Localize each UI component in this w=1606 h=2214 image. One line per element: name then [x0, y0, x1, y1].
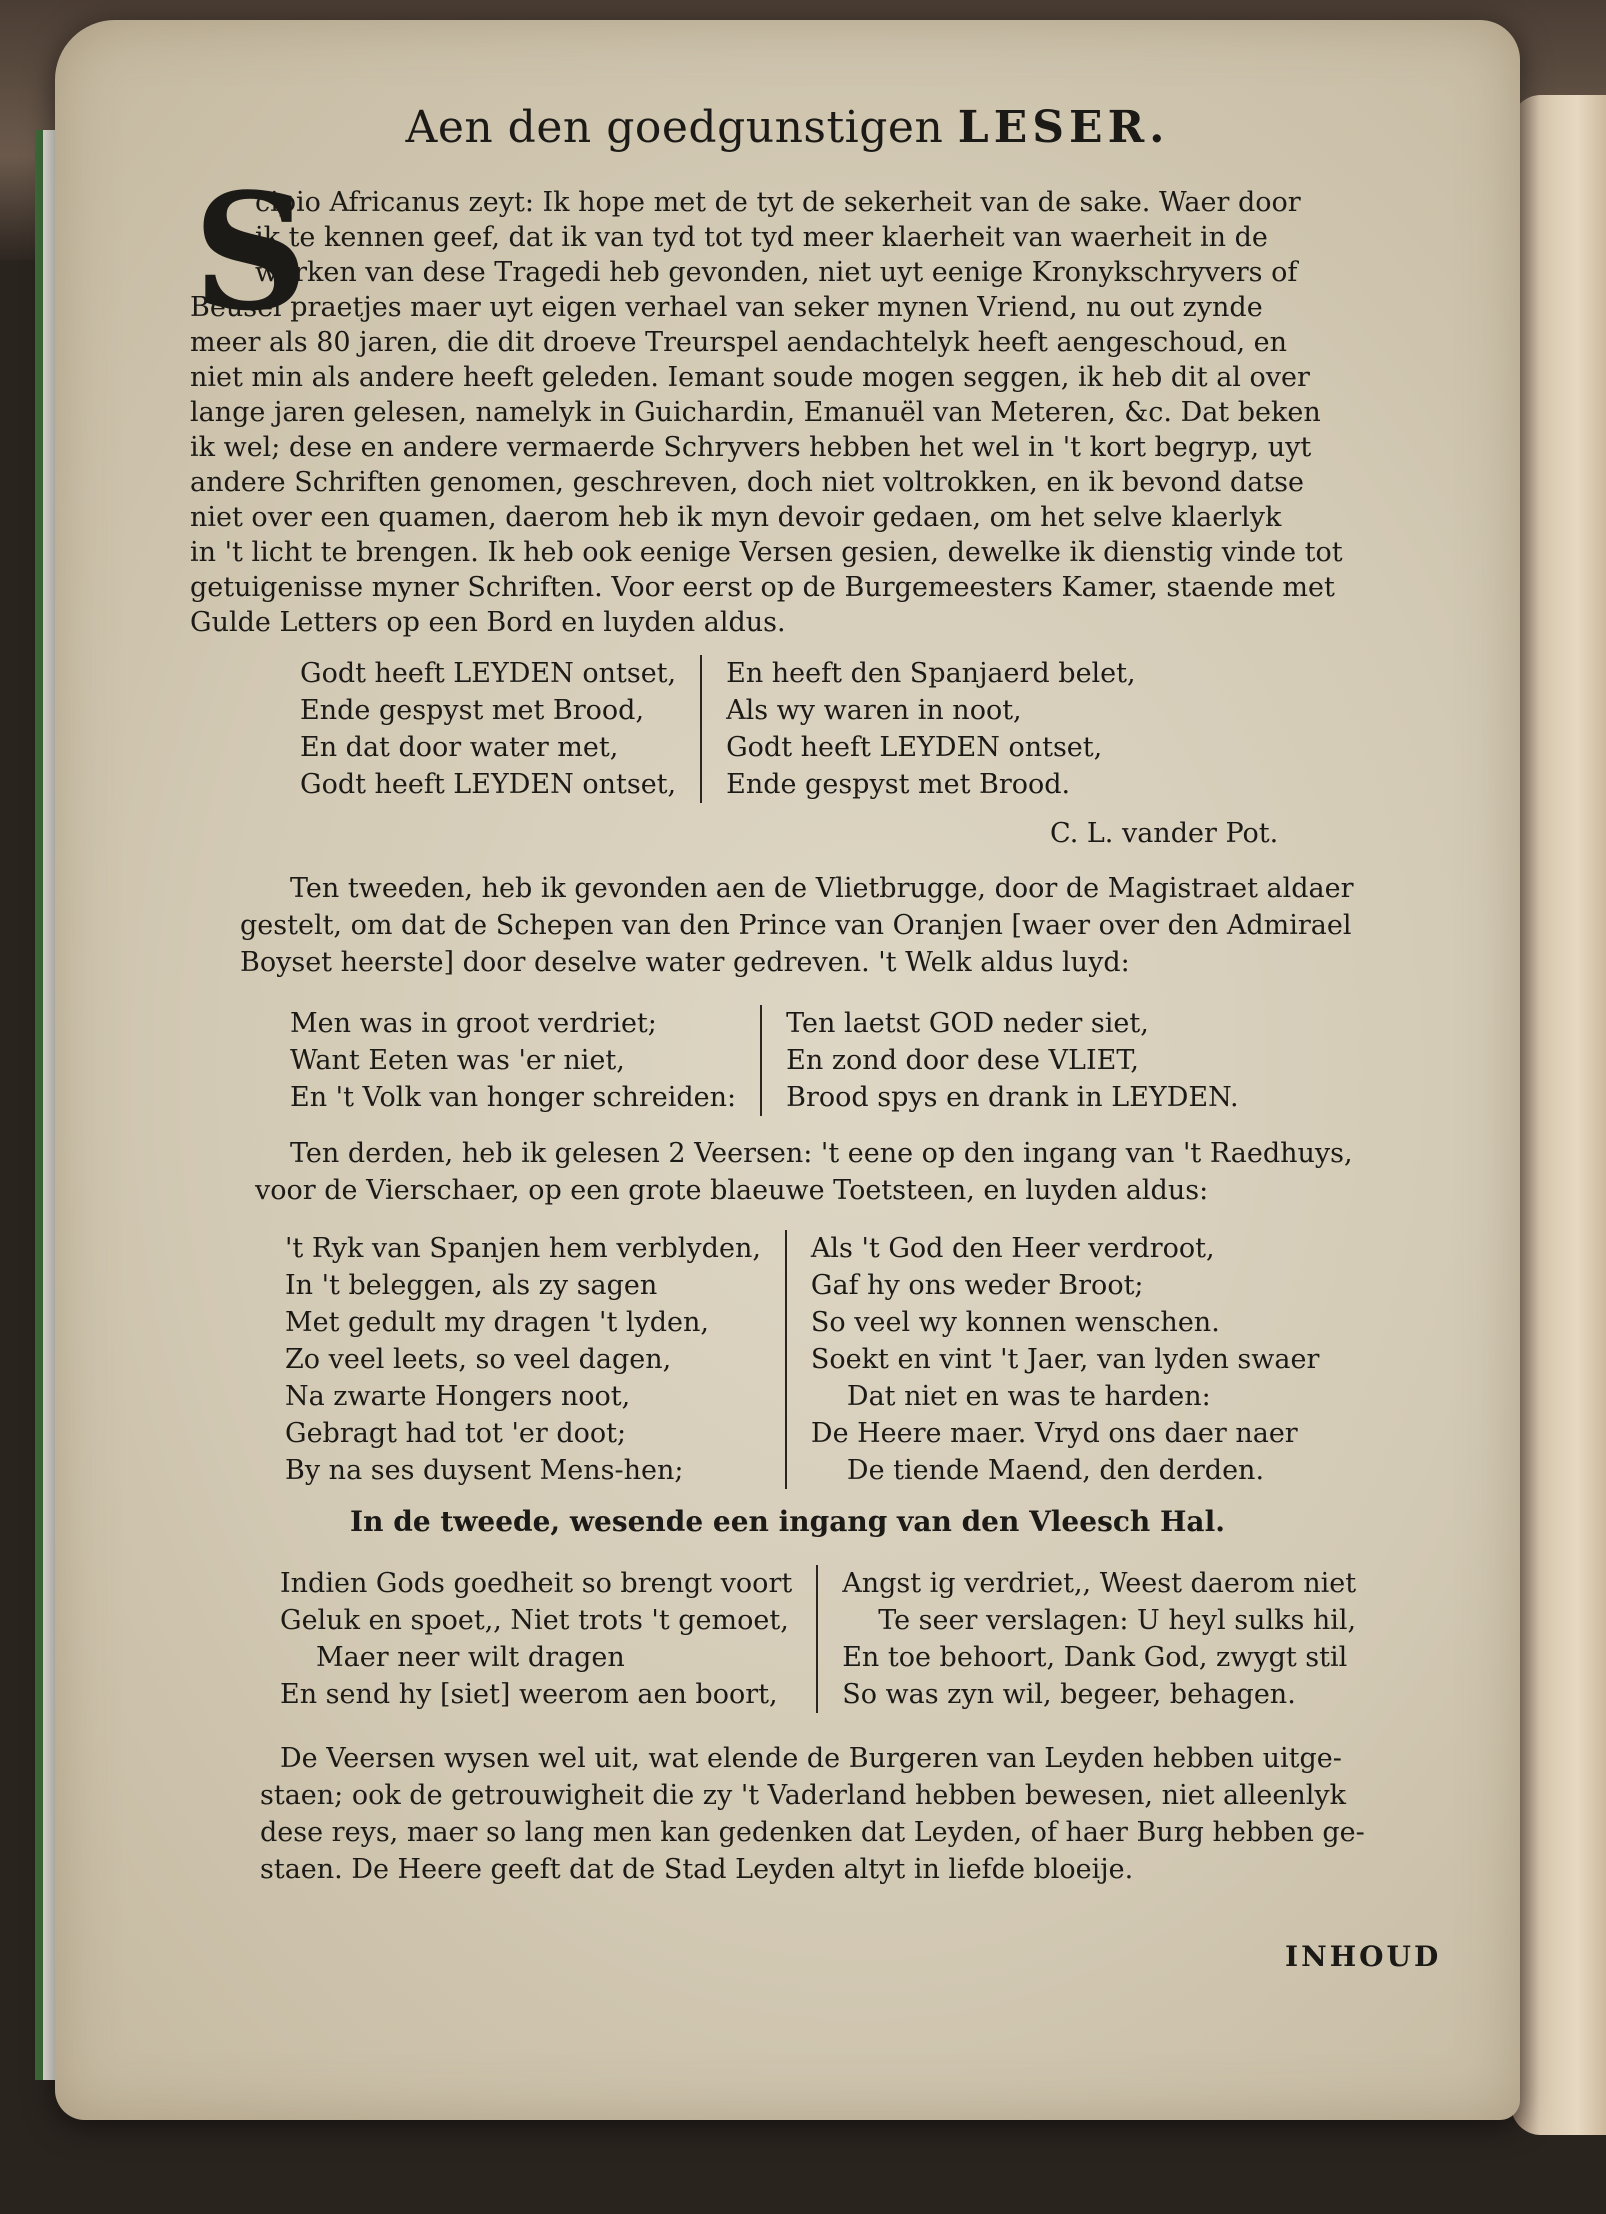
verse-divider: [816, 1565, 818, 1713]
section-heading: In de tweede, wesende een ingang van den Vleesch Hal.: [350, 1505, 1225, 1538]
verse-line: En zond door dese VLIET,: [786, 1045, 1139, 1076]
verse-divider: [700, 655, 702, 803]
verse-line: Godt heeft LEYDEN ontset,: [300, 769, 677, 800]
verse-divider: [760, 1005, 762, 1116]
verse-block-2: [290, 1005, 1239, 1116]
verse-line: En dat door water met,: [300, 732, 619, 763]
verse-line: Indien Gods goedheit so brengt voort: [280, 1568, 793, 1599]
verse-line: Met gedult my dragen 't lyden,: [285, 1307, 709, 1338]
paragraph-line: staen. De Heere geeft dat de Stad Leyden altyt in liefde bloeije.: [260, 1854, 1134, 1885]
verse-line: Te seer verslagen: U heyl sulks hil,: [878, 1605, 1357, 1636]
verse-column-left: [280, 1565, 792, 1713]
heading-text: Aen den goedgunstigen: [405, 102, 958, 153]
paragraph-line: voor de Vierschaer, op een grote blaeuwe Toetsteen, en luyden aldus:: [255, 1175, 1209, 1206]
paragraph-line: dese reys, maer so lang men kan gedenken dat Leyden, of haer Burg hebben ge-: [260, 1817, 1365, 1848]
verse-line: 't Ryk van Spanjen hem verblyden,: [285, 1233, 761, 1264]
verse-line: Ende gespyst met Brood.: [726, 769, 1071, 800]
verse-block-4: [280, 1565, 1356, 1713]
verse-line: Angst ig verdriet,, Weest daerom niet: [842, 1568, 1357, 1599]
intro-line: andere Schriften genomen, geschreven, doch niet voltrokken, en ik bevond datse: [190, 467, 1305, 498]
verse-line: Godt heeft LEYDEN ontset,: [726, 732, 1103, 763]
verse-line: Dat niet en was te harden:: [846, 1381, 1211, 1412]
verse-line: So veel wy konnen wenschen.: [810, 1307, 1220, 1338]
intro-line: getuigenisse myner Schriften. Voor eerst op de Burgemeesters Kamer, staende met: [190, 572, 1335, 603]
paragraph-line: Ten derden, heb ik gelesen 2 Veersen: 't eene op den ingang van 't Raedhuys,: [290, 1138, 1353, 1169]
paragraph-2: [240, 870, 1354, 981]
paragraph-3: [255, 1135, 1353, 1209]
verse-line: Als 't God den Heer verdroot,: [810, 1233, 1215, 1264]
verse-line: Soekt en vint 't Jaer, van lyden swaer: [810, 1344, 1320, 1375]
paragraph-line: Ten tweeden, heb ik gevonden aen de Vlietbrugge, door de Magistraet aldaer: [290, 873, 1354, 904]
verse-line: Ten laetst GOD neder siet,: [786, 1008, 1149, 1039]
intro-line: ik wel; dese en andere vermaerde Schryvers hebben het wel in 't kort begryp, uyt: [190, 432, 1312, 463]
verse-column-right: [811, 1230, 1319, 1489]
paragraph-line: staen; ook de getrouwigheit die zy 't Vaderland hebben bewesen, niet alleenlyk: [260, 1780, 1346, 1811]
verse-line: Na zwarte Hongers noot,: [285, 1381, 631, 1412]
heading-caps: LESER.: [957, 102, 1170, 153]
verse-line: Men was in groot verdriet;: [290, 1008, 657, 1039]
intro-paragraph: [190, 158, 1495, 640]
intro-line: Gulde Letters op een Bord en luyden aldus.: [190, 607, 786, 638]
page-heading: [55, 102, 1520, 153]
intro-line: werken van dese Tragedi heb gevonden, niet uyt eenige Kronykschryvers of: [255, 257, 1298, 288]
paragraph-line: De Veersen wysen wel uit, wat elende de Burgeren van Leyden hebben uitge-: [280, 1743, 1342, 1774]
intro-line: niet min als andere heeft geleden. Iemant soude mogen seggen, ik heb dit al over: [190, 362, 1310, 393]
verse-line: Als wy waren in noot,: [726, 695, 1022, 726]
verse-line: Gaf hy ons weder Broot;: [810, 1270, 1144, 1301]
closing-paragraph: [260, 1740, 1365, 1888]
verse-line: Want Eeten was 'er niet,: [290, 1045, 625, 1076]
intro-line: ik te kennen geef, dat ik van tyd tot tyd meer klaerheit van waerheit in de: [255, 222, 1268, 253]
verse-column-left: [285, 1230, 761, 1489]
verse-block-1: [300, 655, 1136, 803]
verse-line: Zo veel leets, so veel dagen,: [285, 1344, 672, 1375]
verse-line: De tiende Maend, den derden.: [846, 1455, 1265, 1486]
verse-line: De Heere maer. Vryd ons daer naer: [810, 1418, 1298, 1449]
paragraph-line: gestelt, om dat de Schepen van den Prince van Oranjen [waer over den Admirael: [240, 910, 1352, 941]
verse-block-3: [285, 1230, 1319, 1489]
verse-line: En send hy [siet] weerom aen boort,: [280, 1679, 778, 1710]
verse-column-right: [726, 655, 1135, 803]
verse-line: Geluk en spoet,, Niet trots 't gemoet,: [280, 1605, 789, 1636]
intro-line: cipio Africanus zeyt: Ik hope met de tyt de sekerheit van de sake. Waer door: [255, 187, 1301, 218]
right-page-edge: [1511, 95, 1606, 2135]
verse-column-left: [300, 655, 676, 803]
verse-column-right: [842, 1565, 1356, 1713]
drop-cap: S: [193, 158, 309, 346]
verse-column-left: [290, 1005, 736, 1116]
intro-line: niet over een quamen, daerom heb ik myn devoir gedaen, om het selve klaerlyk: [190, 502, 1282, 533]
verse-line: En heeft den Spanjaerd belet,: [726, 658, 1136, 689]
verse-line: Gebragt had tot 'er doot;: [285, 1418, 627, 1449]
verse-line: Maer neer wilt dragen: [316, 1642, 625, 1673]
catchword: INHOUD: [1285, 1940, 1442, 1973]
verse-divider: [785, 1230, 787, 1489]
paragraph-line: Boyset heerste] door deselve water gedreven. 't Welk aldus luyd:: [240, 947, 1130, 978]
verse-line: En 't Volk van honger schreiden:: [290, 1082, 737, 1113]
verse-line: So was zyn wil, begeer, behagen.: [842, 1679, 1296, 1710]
intro-line: lange jaren gelesen, namelyk in Guichardin, Emanuël van Meteren, &c. Dat beken: [190, 397, 1321, 428]
verse-column-right: [786, 1005, 1238, 1116]
verse-line: Brood spys en drank in LEYDEN.: [786, 1082, 1239, 1113]
verse-line: Ende gespyst met Brood,: [300, 695, 645, 726]
verse-line: Godt heeft LEYDEN ontset,: [300, 658, 677, 689]
intro-line: Beusel praetjes maer uyt eigen verhael van seker mynen Vriend, nu out zynde: [190, 292, 1263, 323]
verse-signature: C. L. vander Pot.: [1050, 818, 1279, 849]
book-page: [55, 20, 1520, 2120]
verse-line: En toe behoort, Dank God, zwygt stil: [842, 1642, 1348, 1673]
verse-line: By na ses duysent Mens-hen;: [285, 1455, 684, 1486]
verse-line: In 't beleggen, als zy sagen: [285, 1270, 658, 1301]
intro-line: in 't licht te brengen. Ik heb ook eenige Versen gesien, dewelke ik dienstig vinde tot: [190, 537, 1343, 568]
intro-line: meer als 80 jaren, die dit droeve Treurspel aendachtelyk heeft aengeschoud, en: [190, 327, 1288, 358]
